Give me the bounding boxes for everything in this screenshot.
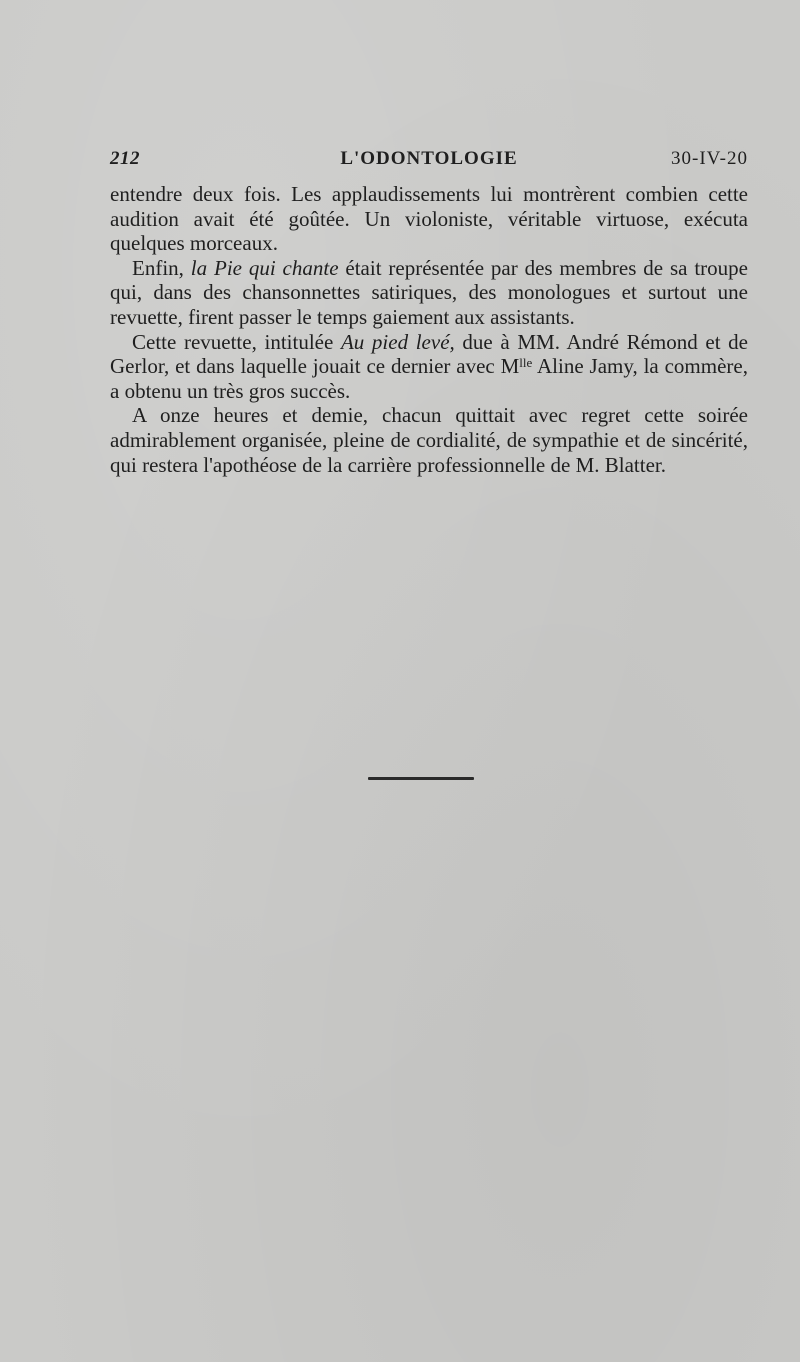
paragraph-3-text-end: Aline Jamy, la commère, a obtenu un très gros succès. [110, 354, 748, 403]
issue-date: 30-IV-20 [671, 148, 748, 169]
article-body [110, 182, 748, 477]
paragraph-3-text-start: Cette revuette, intitulée [132, 329, 341, 354]
page-number: 212 [110, 148, 140, 169]
paragraph-3-superscript: lle [519, 355, 533, 371]
paragraph-1: entendre deux fois. Les applaudissements lui montrèrent combien cette audition avait été goûtée. Un violoniste, véritable virtuose, exécuta quelques morceaux. [110, 182, 748, 256]
paragraph-2-text-start: Enfin, [132, 255, 191, 280]
paragraph-4: A onze heures et demie, chacun quittait avec regret cette soirée admirablement organisée, pleine de cordialité, de sympathie et de sincérité, qui restera l'apothéose de la carrière professionnelle de M. Blatter. [110, 403, 748, 477]
paragraph-2-italic-title: la Pie qui chante [190, 255, 339, 280]
running-head [110, 148, 748, 174]
section-end-rule [368, 777, 474, 780]
paragraph-2-text-end: était représentée par des membres de sa troupe qui, dans des chansonnettes satiriques, des monologues et surtout une revuette, firent passer le temps gaiement aux assistants. [110, 255, 748, 329]
paragraph-3 [110, 330, 748, 404]
paragraph-2 [110, 256, 748, 330]
paragraph-3-text-mid: due à MM. André Rémond et de Gerlor, et dans laquelle jouait ce dernier avec M [110, 329, 748, 379]
journal-title: L'ODONTOLOGIE [340, 148, 518, 169]
paragraph-3-italic-title: Au pied levé, [340, 329, 455, 354]
